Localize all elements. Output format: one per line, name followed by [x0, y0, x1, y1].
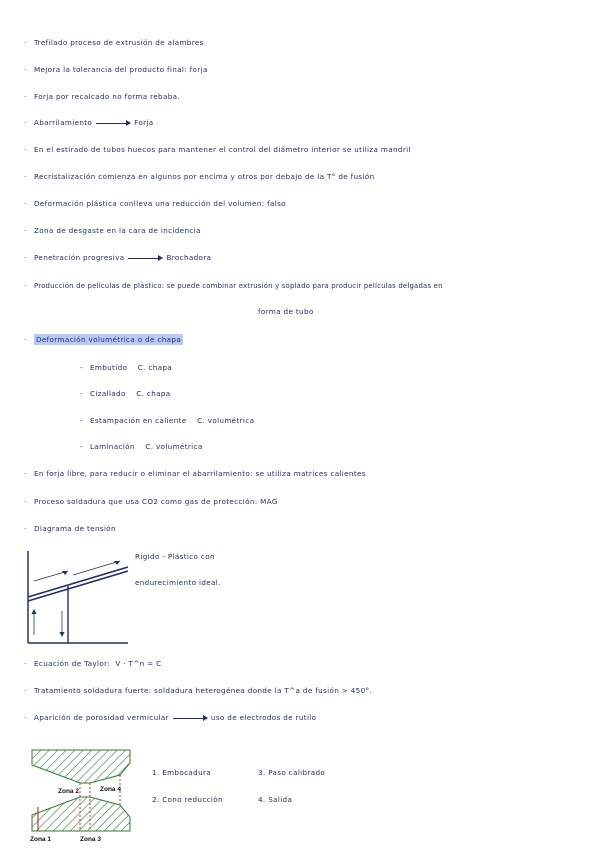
note-ecuacion-taylor: · Ecuación de Taylor: V · T^n = C: [24, 659, 162, 668]
zone-label-3: Zona 3: [80, 836, 101, 843]
note-soldadura-co2: · Proceso soldadura que usa CO2 como gas de protección: MAG: [24, 497, 278, 506]
subnote-estampacion: - Estampación en caliente C. volumétrica: [80, 416, 255, 425]
note-soldadura-fuerte: · Tratamiento soldadura fuerte: soldadura heterogénea donde la T^a de fusión > 450°.: [24, 686, 373, 695]
arrow-icon: [128, 258, 162, 259]
zone-label-2: Zona 2: [58, 788, 79, 795]
diagram-caption-line2: endurecimiento ideal.: [135, 578, 221, 587]
arrow-icon: [96, 123, 130, 124]
note-peliculas-plastico: · Producción de películas de plástico: se puede combinar extrusión y soplado para producir películas delgadas en: [24, 282, 443, 290]
note-recristalizacion: · Recristalización comienza en algunos por encima y otros por debajo de la T° de fusión: [24, 172, 375, 181]
die-part-3: 3. Paso calibrado: [258, 768, 326, 777]
die-part-2: 2. Cono reducción: [152, 795, 223, 804]
note-mandril: · En el estirado de tubos huecos para mantener el control del diámetro interior se utiliza mandril: [24, 145, 411, 154]
subnote-laminacion: - Laminación C. volumétrica: [80, 442, 203, 451]
die-part-4: 4. Salida: [258, 795, 293, 804]
die-diagram: [20, 745, 135, 845]
note-abarrilamiento: · Abarrilamiento Forja: [24, 118, 154, 127]
subnote-cizallado: - Cizallado C. chapa: [80, 389, 171, 398]
zone-label-4: Zona 4: [100, 786, 121, 793]
note-penetracion: · Penetración progresiva Brochadora: [24, 253, 212, 262]
stress-diagram: [18, 545, 130, 645]
note-deformacion-volumetrica: · Deformación volumétrica o de chapa: [24, 335, 182, 344]
note-zona-desgaste: · Zona de desgaste en la cara de incidencia: [24, 226, 201, 235]
note-forja-libre: · En forja libre, para reducir o eliminar el abarrilamiento: se utiliza matrices calientes: [24, 469, 366, 478]
note-porosidad: · Aparición de porosidad vermicular uso de electrodos de rutilo: [24, 713, 317, 722]
note-deformacion-plastica: · Deformación plástica conlleva una reducción del volumen: falso: [24, 199, 286, 208]
subnote-embutido: - Embutido C. chapa: [80, 363, 173, 372]
note-trefilado: · Trefilado proceso de extrusión de alambres: [24, 38, 204, 47]
die-part-1: 1. Embocadura: [152, 768, 212, 777]
note-recalcado: · Forja por recalcado no forma rebaba.: [24, 92, 181, 101]
zone-label-1: Zona 1: [30, 836, 51, 843]
diagram-caption-line1: Rígido - Plástico con: [135, 552, 215, 561]
arrow-icon: [173, 718, 207, 719]
note-diagrama-tension: · Diagrama de tensión: [24, 524, 116, 533]
note-peliculas-plastico-cont: forma de tubo: [258, 307, 314, 316]
note-tolerancia: · Mejora la tolerancia del producto final: forja: [24, 65, 208, 74]
